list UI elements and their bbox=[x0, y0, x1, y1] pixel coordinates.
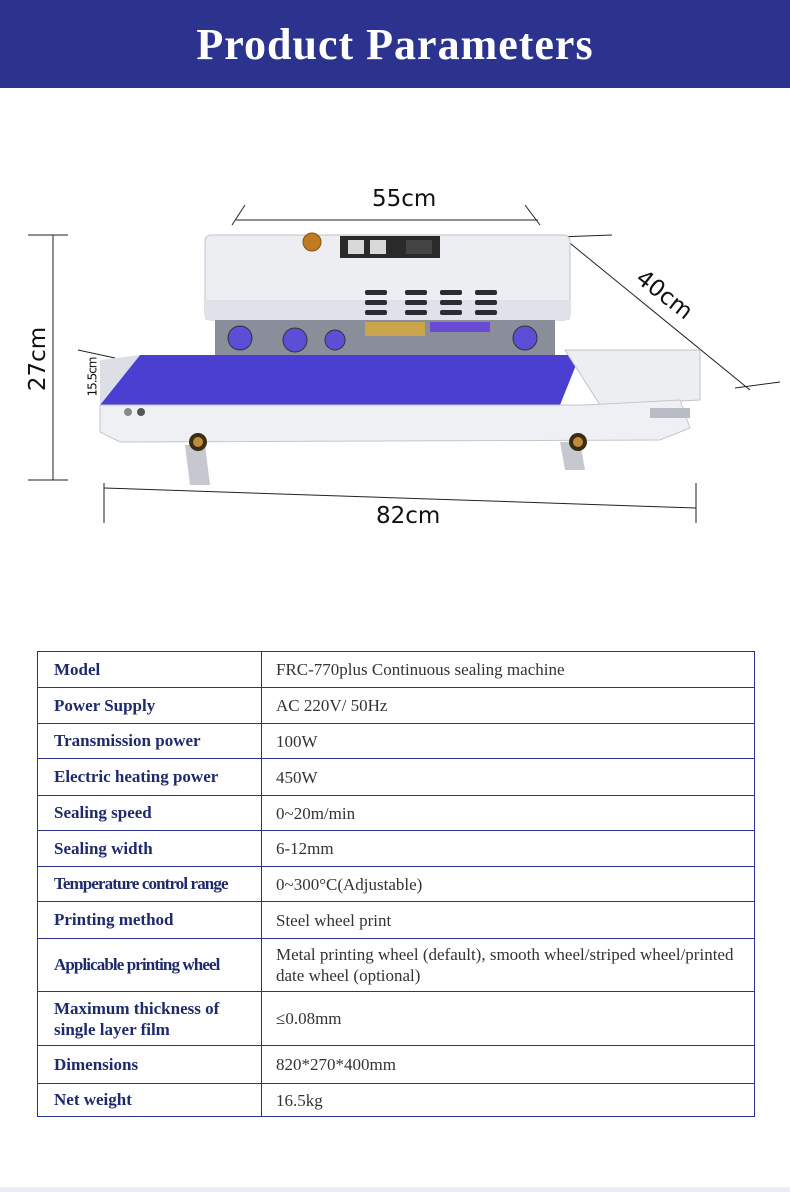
dim-height-label: 27cm bbox=[25, 326, 52, 392]
spec-key: Applicable printing wheel bbox=[38, 939, 262, 991]
spec-row-dimensions bbox=[38, 1046, 754, 1084]
spec-value: ≤0.08mm bbox=[276, 1009, 342, 1028]
spec-value: Metal printing wheel (default), smooth wheel/striped wheel/printed date wheel (optional) bbox=[276, 945, 734, 985]
spec-row-net-weight bbox=[38, 1084, 754, 1116]
spec-value: FRC-770plus Continuous sealing machine bbox=[276, 660, 565, 679]
page-title: Product Parameters bbox=[196, 19, 594, 69]
dim-overall-length-label: 82cm bbox=[376, 503, 441, 529]
spec-key: Net weight bbox=[38, 1084, 262, 1116]
spec-row-sealing-speed bbox=[38, 796, 754, 831]
product-figure bbox=[0, 150, 790, 550]
spec-row-electric-heating-power bbox=[38, 759, 754, 796]
spec-table bbox=[37, 651, 755, 1117]
spec-key: Power Supply bbox=[38, 688, 262, 723]
spec-row-maximum-thickness bbox=[38, 992, 754, 1046]
dim-belt-width-label: 15.5cm bbox=[85, 357, 100, 397]
spec-key: Maximum thickness of single layer film bbox=[38, 992, 262, 1045]
spec-value: 6-12mm bbox=[276, 839, 334, 858]
conveyor bbox=[100, 350, 700, 442]
spec-row-applicable-printing-wheel bbox=[38, 939, 754, 992]
machine-top-housing bbox=[205, 233, 570, 320]
title-banner bbox=[0, 0, 790, 88]
spec-value: 820*270*400mm bbox=[276, 1055, 396, 1074]
spec-row-printing-method bbox=[38, 902, 754, 939]
spec-value: 450W bbox=[276, 767, 318, 787]
dim-length-label: 55cm bbox=[372, 186, 437, 212]
spec-key: Sealing width bbox=[38, 831, 262, 866]
spec-row-temperature-control-range bbox=[38, 867, 754, 902]
spec-row-transmission-power bbox=[38, 724, 754, 759]
spec-key: Model bbox=[38, 652, 262, 687]
machine-mechanism bbox=[215, 320, 555, 360]
spec-key: Dimensions bbox=[38, 1046, 262, 1083]
spec-key: Transmission power bbox=[38, 724, 262, 758]
footer-divider bbox=[0, 1187, 790, 1192]
spec-key: Temperature control range bbox=[38, 867, 262, 901]
spec-key: Printing method bbox=[38, 902, 262, 938]
spec-key: Electric heating power bbox=[38, 759, 262, 795]
spec-row-sealing-width bbox=[38, 831, 754, 867]
spec-value: 16.5kg bbox=[276, 1090, 323, 1110]
spec-value: 0~300°C(Adjustable) bbox=[276, 874, 423, 894]
spec-key: Sealing speed bbox=[38, 796, 262, 830]
spec-value: 100W bbox=[276, 731, 318, 751]
dim-depth-label: 40cm bbox=[630, 264, 698, 326]
spec-value: 0~20m/min bbox=[276, 803, 356, 823]
spec-row-model bbox=[38, 652, 754, 688]
spec-value: AC 220V/ 50Hz bbox=[276, 696, 388, 715]
spec-value: Steel wheel print bbox=[276, 910, 392, 930]
spec-row-power-supply bbox=[38, 688, 754, 724]
